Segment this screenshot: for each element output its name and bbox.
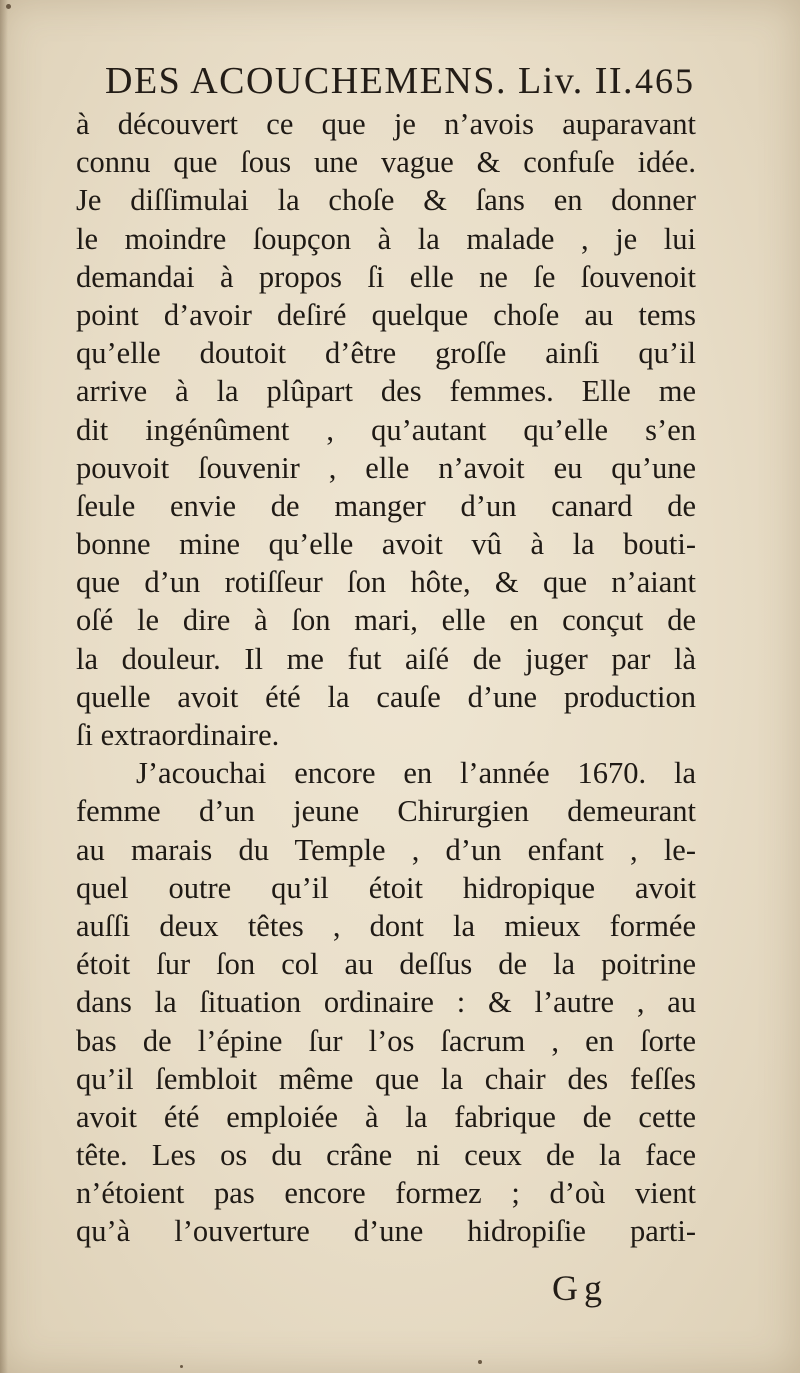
text-line: oſé le dire à ſon mari, elle en conçut de [76, 603, 696, 638]
text-line: quel outre qu’il étoit hidropique avoit [76, 870, 696, 905]
text-line: auſſi deux têtes , dont la mieux formée [76, 908, 696, 943]
text-line: arrive à la plûpart des femmes. Elle me [76, 374, 696, 409]
text-line: au marais du Temple , d’un enfant , le- [76, 832, 696, 867]
text-line: connu que ſous une vague & confuſe idée. [76, 145, 696, 180]
text-line: qu’elle doutoit d’être groſſe ainſi qu’il [76, 336, 696, 371]
text-line: Je diſſimulai la choſe & ſans en donner [76, 183, 696, 218]
text-line: bas de l’épine ſur l’os ſacrum , en ſorte [76, 1023, 696, 1058]
text-line: bonne mine qu’elle avoit vû à la bouti- [76, 527, 696, 562]
paper-speck [478, 1360, 482, 1364]
text-line: à découvert ce que je n’avois auparavant [76, 107, 696, 141]
paper-speck [6, 4, 11, 9]
text-line: n’étoient pas encore formez ; d’où vient [76, 1176, 696, 1211]
text-line: le moindre ſoupçon à la malade , je lui [76, 221, 696, 256]
text-line: la douleur. Il me fut aiſé de juger par là [76, 641, 696, 676]
text-line: étoit ſur ſon col au deſſus de la poitrine [76, 947, 696, 982]
body-text [76, 105, 696, 1251]
text-line: demandai à propos ſi elle ne ſe ſouvenoit [76, 259, 696, 294]
running-head [105, 58, 695, 104]
text-line: femme d’un jeune Chirurgien demeurant [76, 794, 696, 829]
text-line: dans la ſituation ordinaire : & l’autre , au [76, 985, 696, 1020]
text-line: qu’à l’ouverture d’une hidropiſie parti- [76, 1214, 696, 1249]
paragraph-end-line: ſi extraordinaire. [76, 718, 280, 752]
running-head-title: DES ACOUCHEMENS. Liv. II. [105, 60, 635, 102]
text-line: qu’il ſembloit même que la chair des feſſes [76, 1061, 696, 1096]
signature-mark: Gg [552, 1268, 608, 1308]
text-line: point d’avoir deſiré quelque choſe au tems [76, 297, 696, 332]
text-line: avoit été emploiée à la fabrique de cette [76, 1099, 696, 1134]
page-number: 465 [635, 61, 695, 101]
text-line: ſeule envie de manger d’un canard de [76, 488, 696, 523]
text-line: pouvoit ſouvenir , elle n’avoit eu qu’une [76, 450, 696, 485]
paper-speck [180, 1365, 183, 1368]
text-line: tête. Les os du crâne ni ceux de la face [76, 1138, 696, 1173]
text-line: quelle avoit été la cauſe d’une production [76, 679, 696, 714]
text-line: dit ingénûment , qu’autant qu’elle s’en [76, 412, 696, 447]
paragraph-start-line: J’acouchai encore en l’année 1670. la [136, 756, 696, 791]
text-line: que d’un rotiſſeur ſon hôte, & que n’aiant [76, 565, 696, 600]
